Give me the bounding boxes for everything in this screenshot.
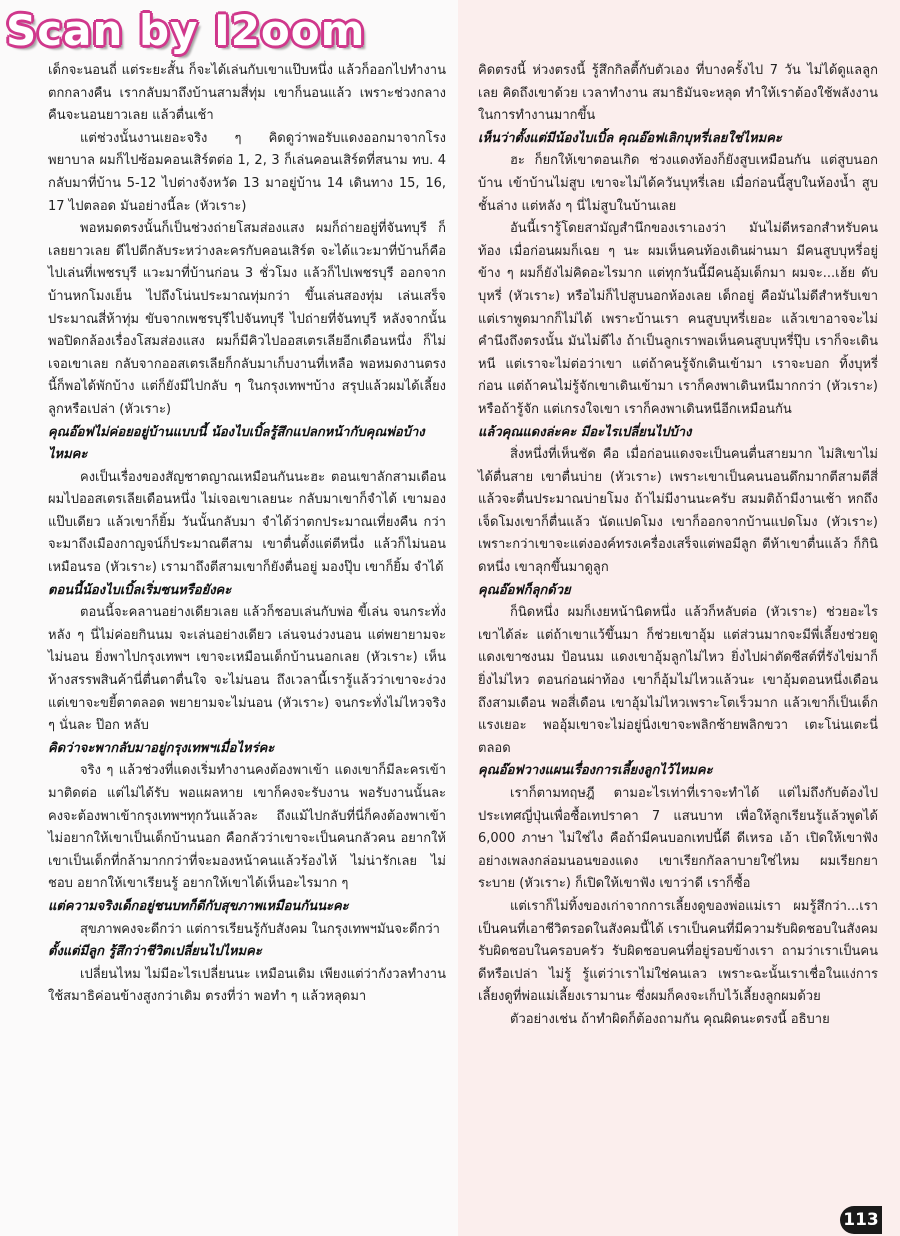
paragraph: เราก็ตามทฤษฎี ตามอะไรเท่าที่เราจะทำได้ แต่ไม่ถึงกับต้องไปประเทศญี่ปุ่นเพื่อซื้อเทปราคา 7 แสนบาท เพื่อให้ลูกเรียนรู้แล้วพูดได้ 6,000 ภาษา ไม่ใช่ไง คือถ้ามีคนบอกเทปนี้ดี ดีเหรอ เอ้า เปิดให้เขาฟัง อย่างเพลงกล่อมนอนของแดง เขาเรียกกัลลาบายใช่ไหม ผมเรียกยาระบาย (หัวเราะ) ก็เปิดให้เขาฟัง เขาว่าดี เราก็ซื้อ [478,786,878,892]
paragraph: สิ่งหนึ่งที่เห็นชัด คือ เมื่อก่อนแดงจะเป็นคนตื่นสายมาก ไม่สิเขาไม่ได้ตื่นสาย เขาตื่นบ่าย (หัวเราะ) เพราะเขาเป็นคนนอนดึกมากตีสามตีสี่ แล้วจะตื่นประมาณบ่ายโมง ถ้าไม่มีงานนะครับ สมมติถ้ามีงานเช้า หกถึงเจ็ดโมงเขาก็ตื่นแล้ว นัดแปดโมง เขาก็ออกจากบ้านแปดโมง (หัวเราะ) เพราะกว่าเขาจะแต่งองค์ทรงเครื่องเสร็จแต่พอมีลูก ตีห้าเขาตื่นแล้ว ก็กินิดหนึ่ง เขาลุกขึ้นมาดูลูก [478,447,878,576]
scan-watermark: Scan by I2oom [6,6,366,55]
paragraph: แต่ช่วงนั้นงานเยอะจริง ๆ คิดดูว่าพอรับแดงออกมาจากโรงพยาบาล ผมก็ไปซ้อมคอนเสิร์ตต่อ 1, 2, 3 ก็เล่นคอนเสิร์ตที่สนาม ทบ. 4 กลับมาที่บ้าน 5-12 ไปต่างจังหวัด 13 มาอยู่บ้าน 14 เดินทาง 15, 16, 17 ไปตลอด มันอย่างนี้ละ (หัวเราะ) [48,130,446,214]
paragraph: พอหมดตรงนั้นก็เป็นช่วงถ่ายโสมส่องแสง ผมก็ถ่ายอยู่ที่จันทบุรี ก็เลยยาวเลย ดีไปตีกลับระหว่างละครกับคอนเสิร์ต จะได้แวะมาที่บ้านก็คือไปเล่นที่เพชรบุรี แวะมาที่บ้านก่อน 3 ชั่วโมง แล้วก็ไปเพชรบุรี ออกจากบ้านหกโมงเย็น ไปถึงโน่นประมาณทุ่มกว่า ขึ้นเล่นสองทุ่ม เล่นเสร็จประมาณสี่ห้าทุ่ม ขับจากเพชรบุรีไปจันทบุรี ไปถ่ายที่จันทบุรี หลังจากนั้นพอปิดกล้องเรื่องโสมส่องแสง ผมก็มีคิวไปออสเตรเลียอีกเดือนหนึ่ง ก็ไม่เจอเขาเลย กลับจากออสเตรเลียก็กลับมาเก็บงานที่เหลือ พอหมดงานตรงนี้ก็พอได้พักบ้าง แต่ก็ยังมีไปกลับ ๆ ในกรุงเทพฯบ้าง สรุปแล้วผมได้เลี้ยงลูกหรือเปล่า (หัวเราะ) [48,221,446,417]
paragraph: ฮะ ก็ยกให้เขาตอนเกิด ช่วงแดงท้องก็ยังสูบเหมือนกัน แต่สูบนอกบ้าน เข้าบ้านไม่สูบ เขาจะไม่ได้ควันบุหรี่เลย เมื่อก่อนนี้สูบในห้องน้ำ สูบชั้นล่าง แต่หลัง ๆ นี่ไม่สูบในบ้านเลย [478,153,878,214]
left-column [48,60,446,1009]
paragraph: เด็กจะนอนถี่ แต่ระยะสั้น ก็จะได้เล่นกับเขาแป๊บหนึ่ง แล้วก็ออกไปทำงาน ตกกลางคืน เรากลับมาถึงบ้านสามสี่ทุ่ม เขาก็นอนแล้ว เพราะช่วงกลางคืนจะนอนยาวเลย แล้วตื่นเช้า [48,63,446,124]
page-number: 113 [840,1206,882,1234]
paragraph: คิดตรงนี้ ห่วงตรงนี้ รู้สึกกิลตี้กับตัวเอง ที่บางครั้งไป 7 วัน ไม่ได้ดูแลลูกเลย คิดถึงเขาด้วย เวลาทำงาน สมาธิมันจะหลุด ทำให้เราต้องใช้พลังงานในการทำงานมากขึ้น [478,63,878,124]
paragraph: เปลี่ยนไหม ไม่มีอะไรเปลี่ยนนะ เหมือนเดิม เพียงแต่ว่ากังวลทำงานใช้สมาธิค่อนข้างสูงกว่าเดิม ตรงที่ว่า พอทำ ๆ แล้วหลุดมา [48,966,446,1005]
paragraph: แต่เราก็ไม่ทิ้งของเก่าจากการเลี้ยงดูของพ่อแม่เรา ผมรู้สึกว่า...เราเป็นคนที่เอาชีวิตรอดในสังคมนี้ได้ เราเป็นคนที่มีความรับผิดชอบในสังคม รับผิดชอบในครอบครัว รับผิดชอบคนที่อยู่รอบข้างเรา ถามว่าเราเป็นคนดีหรือเปล่า ไม่รู้ รู้แต่ว่าเราไม่ใช่คนเลว เพราะฉะนั้นเราเชื่อในแง่การเลี้ยงดูที่พ่อแม่เลี้ยงเรามานะ ซึ่งผมก็คงจะเก็บไว้เลี้ยงลูกผมด้วย [478,898,878,1005]
paragraph: ก็นิดหนึ่ง ผมก็เงยหน้านิดหนึ่ง แล้วก็หลับต่อ (หัวเราะ) ช่วยอะไรเขาได้ล่ะ แต่ถ้าเขาแว้ขึ้นมา ก็ช่วยเขาอุ้ม แต่ส่วนมากจะมีพี่เลี้ยงช่วยดู แดงเขาซงนม ป้อนนม แดงเขาอุ้มลูกไม่ไหว ยิ่งไปผ่าตัดซีสต์ที่รังไข่มาก็ยิ่งไม่ไหว ตอนก่อนผ่าท้อง เขาก็อุ้มไม่ไหวแล้วนะ เขาอุ้มตอนหนึ่งเดือนถึงสามเดือน พอสี่เดือน เขาอุ้มไม่ไหวเพราะโตเร็วมาก แล้วเขาก็เป็นเด็กแรงเยอะ พออุ้มเขาจะไม่อยู่นิ่งเขาจะพลิกซ้ายพลิกขวา เตะโน่นเตะนี่ตลอด [478,605,878,756]
interview-question: คิดว่าจะพากลับมาอยู่กรุงเทพฯเมื่อไหร่คะ [48,740,275,756]
paragraph: คงเป็นเรื่องของสัญชาตญาณเหมือนกันนะฮะ ตอนเขาลักสามเดือน ผมไปออสเตรเลียเดือนหนึ่ง ไม่เจอเขาเลยนะ กลับมาเขาก็จำได้ เขามองแป๊บเดียว แล้วเขาก็ยิ้ม วันนั้นกลับมา จำได้ว่าตกประมาณเที่ยงคืน กว่าจะมาถึงเมืองกาญจน์ก็ประมาณตีสาม เขาตื่นตั้งแต่ตีหนึ่ง แล้วก็ไม่นอน เหมือนรอ (หัวเราะ) เรามาถึงตีสามเขาก็ยังตื่นอยู่ มองปุ๊บ เขาก็ยิ้ม จำได้ [48,469,446,576]
interview-question: เห็นว่าตั้งแต่มีน้องไบเบิ้ล คุณอ๊อฟเลิกบุหรี่เลยใช่ไหมคะ [478,130,782,146]
right-column [478,60,878,1032]
interview-question: คุณอ๊อฟก็ลุกด้วย [478,582,571,598]
paragraph: ตัวอย่างเช่น ถ้าทำผิดก็ต้องถามกัน คุณผิดนะตรงนี้ อธิบาย [510,1011,830,1027]
interview-question: ตั้งแต่มีลูก รู้สึกว่าชีวิตเปลี่ยนไปไหมคะ [48,944,262,960]
interview-question: คุณอ๊อฟไม่ค่อยอยู่บ้านแบบนี้ น้องไบเบิ้ลรู้สึกแปลกหน้ากับคุณพ่อบ้างไหมคะ [48,424,425,463]
interview-question: ตอนนี้น้องไบเบิ้ลเริ่มซนหรือยังคะ [48,582,232,598]
paragraph: สุขภาพคงจะดีกว่า แต่การเรียนรู้กับสังคม ในกรุงเทพฯมันจะดีกว่า [80,921,440,937]
interview-question: คุณอ๊อฟวางแผนเรื่องการเลี้ยงลูกไว้ไหมคะ [478,763,713,779]
paragraph: ตอนนี้จะคลานอย่างเดียวเลย แล้วก็ชอบเล่นกับพ่อ ขี้เล่น จนกระทั่งหลัง ๆ นี่ไม่ค่อยกินนม จะเล่นอย่างเดียว เล่นจนง่วงนอน แต่พยายามจะไม่นอน ยิ่งพาไปกรุงเทพฯ เขาจะเหมือนเด็กบ้านนอกเลย (หัวเราะ) เห็นห้างสรรพสินค้านี่ตื่นตาตื่นใจ จะไม่นอน ถึงเวลานี้เรารู้แล้วว่าเขาจะง่วง แต่เขาจะขยี้ตาตลอด พยายามจะไม่นอน (หัวเราะ) จนกระทั่งไม่ไหวจริง ๆ นั่นละ ป๊อก หลับ [48,605,446,734]
paragraph: จริง ๆ แล้วช่วงที่แดงเริ่มทำงานคงต้องพาเข้า แดงเขาก็มีละครเข้ามาติดต่อ แต่ไม่ได้รับ พอแผลหาย เขาก็คงจะรับงาน พอรับงานนั้นละ คงจะต้องพาเข้ากรุงเทพฯทุกวันแล้วละ ถึงแม้ไปกลับที่นี่ก็คงต้องพาเข้า ไม่อยากให้เขาเป็นเด็กบ้านนอก คือกลัวว่าเขาจะเป็นคนกลัวคน อยากให้เขาเป็นเด็กที่กล้ามากกว่าที่จะมองหน้าคนแล้วร้องไห้ ไม่น่ารักเลย ไม่ชอบ อยากให้เขาเรียนรู้ อยากให้เขาได้เห็นอะไรมาก ๆ [48,763,446,892]
paragraph: อันนี้เรารู้โดยสามัญสำนึกของเราเองว่า มันไม่ดีหรอกสำหรับคนท้อง เมื่อก่อนผมก็เฉย ๆ นะ ผมเห็นคนท้องเดินผ่านมา มีคนสูบบุหรี่อยู่ข้าง ๆ ผมก็ยังไม่คิดอะไรมาก แต่ทุกวันนี้มีคนอุ้มเด็กมา ผมจะ...เฮ้ย ดับบุหรี่ (หัวเราะ) หรือไม่ก็ไปสูบนอกห้องเลย เด็กอยู่ คือมันไม่ดีสำหรับเขา แต่เราพูดมากก็ไม่ได้ เพราะบ้านเรา คนสูบบุหรี่เยอะ แล้วเขาอาจจะไม่คำนึงถึงตรงนั้น มันไม่ดีไง ถ้าเป็นลูกเราพอเห็นคนสูบบุหรี่ปุ๊บ เราก็จะเดินหนี แต่เราจะไม่ต่อว่าเขา แต่ถ้าคนรู้จักเดินเข้ามา เราจะบอก ทิ้งบุหรี่ก่อน แต่ถ้าคนไม่รู้จักเขาเดินเข้ามา เราก็คงพาเดินหนีมากกว่า (หัวเราะ) หรือถ้ารู้จัก แต่เกรงใจเขา เราก็คงพาเดินหนีอีกเหมือนกัน [478,221,878,417]
interview-question: แล้วคุณแดงล่ะคะ มีอะไรเปลี่ยนไปบ้าง [478,424,692,440]
interview-question: แต่ความจริงเด็กอยู่ชนบทก็ดีกับสุขภาพเหมือนกันนะคะ [48,898,349,914]
